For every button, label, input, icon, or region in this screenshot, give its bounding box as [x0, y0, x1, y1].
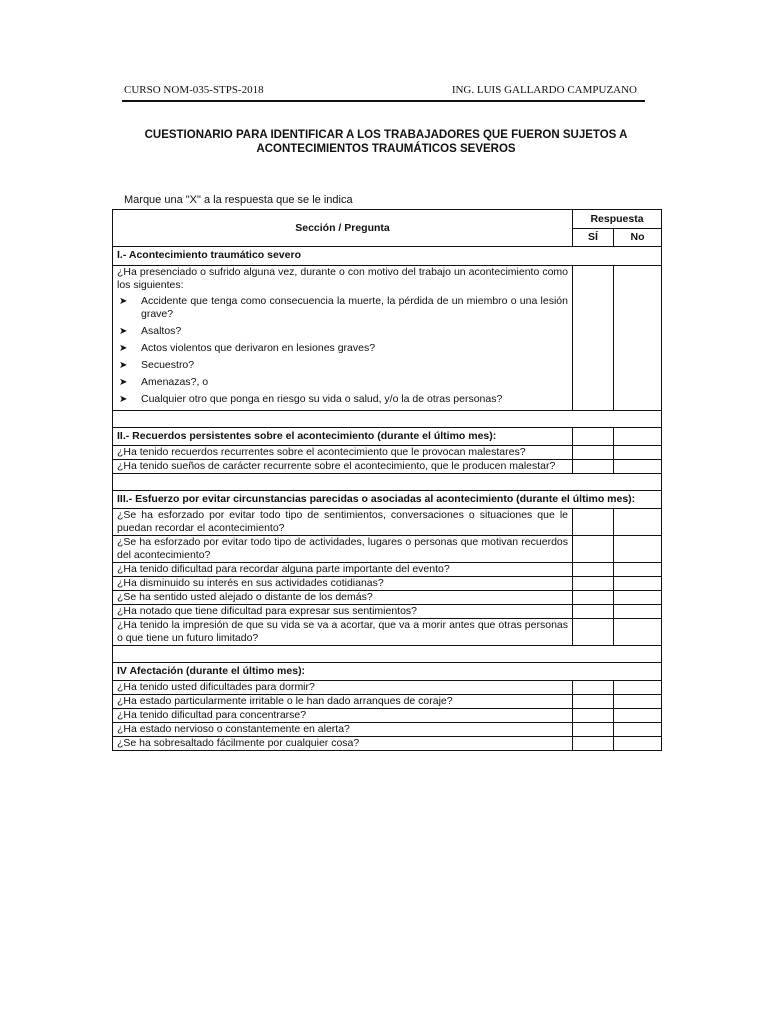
answer-yes-cell[interactable] [573, 563, 614, 577]
section-row [113, 663, 662, 681]
section-row [113, 491, 662, 509]
answer-no-cell[interactable] [614, 563, 662, 577]
course-name: CURSO NOM-035-STPS-2018 [124, 84, 264, 96]
answer-no-cell[interactable] [614, 591, 662, 605]
questionnaire-table [112, 209, 662, 751]
question-row [113, 446, 662, 460]
question-cell: ¿Ha tenido usted dificultades para dormir? [113, 681, 573, 695]
title-line-2: ACONTECIMIENTOS TRAUMÁTICOS SEVEROS [256, 143, 516, 155]
answer-yes-cell[interactable] [573, 695, 614, 709]
list-item: ➤ Secuestro? [119, 359, 195, 371]
list-item: ➤ Cualquier otro que ponga en riesgo su vida o salud, y/o la de otras personas? [119, 393, 503, 405]
question-cell: ¿Ha notado que tiene dificultad para expresar sus sentimientos? [113, 605, 573, 619]
answer-yes-cell[interactable] [573, 266, 614, 411]
question-cell: ¿Ha tenido recuerdos recurrentes sobre el acontecimiento que le provocan malestares? [113, 446, 573, 460]
question-cell: ¿Ha tenido la impresión de que su vida se va a acortar, que va a morir antes que otras personas o que tiene un futuro limitado? [113, 619, 573, 646]
answer-yes-cell[interactable] [573, 591, 614, 605]
question-row [113, 619, 662, 646]
section-title: II.- Recuerdos persistentes sobre el acontecimiento (durante el último mes): [113, 428, 573, 446]
arrow-bullet-icon: ➤ [119, 360, 128, 371]
document-title [112, 128, 660, 156]
question-cell: ¿Se ha sobresaltado fácilmente por cualquier cosa? [113, 737, 573, 751]
answer-yes-cell[interactable] [573, 737, 614, 751]
column-header-yes: SÍ [573, 229, 614, 247]
page-header [122, 82, 645, 102]
section-row [113, 428, 662, 446]
answer-no-cell[interactable] [614, 681, 662, 695]
list-item: ➤ Accidente que tenga como consecuencia la muerte, la pérdida de un miembro o una lesión grave? [119, 295, 568, 320]
question-cell [113, 266, 573, 411]
arrow-bullet-icon: ➤ [119, 296, 128, 307]
answer-yes-cell[interactable] [573, 446, 614, 460]
spacer-row [113, 411, 662, 428]
question-cell: ¿Ha tenido sueños de carácter recurrente sobre el acontecimiento, que le producen malestar? [113, 460, 573, 474]
answer-yes-cell[interactable] [573, 536, 614, 563]
question-cell: ¿Se ha esforzado por evitar todo tipo de sentimientos, conversaciones o situaciones que le puedan recordar el acontecimiento? [113, 509, 573, 536]
question-row [113, 509, 662, 536]
arrow-bullet-icon: ➤ [119, 343, 128, 354]
question-intro: ¿Ha presenciado o sufrido alguna vez, durante o con motivo del trabajo un acontecimiento como los siguientes: [117, 266, 568, 291]
question-row [113, 591, 662, 605]
answer-no-cell[interactable] [614, 695, 662, 709]
question-row [113, 695, 662, 709]
answer-yes-cell[interactable] [573, 509, 614, 536]
question-row [113, 723, 662, 737]
question-row [113, 460, 662, 474]
column-header-no: No [614, 229, 662, 247]
answer-yes-cell[interactable] [573, 605, 614, 619]
section-title: IV Afectación (durante el último mes): [113, 663, 662, 681]
question-cell: ¿Ha estado particularmente irritable o le han dado arranques de coraje? [113, 695, 573, 709]
question-cell: ¿Ha tenido dificultad para concentrarse? [113, 709, 573, 723]
arrow-bullet-icon: ➤ [119, 377, 128, 388]
question-cell: ¿Ha disminuido su interés en sus actividades cotidianas? [113, 577, 573, 591]
spacer-row [113, 474, 662, 491]
answer-no-cell[interactable] [614, 266, 662, 411]
section-title: I.- Acontecimiento traumático severo [113, 247, 662, 266]
spacer-row [113, 646, 662, 663]
title-line-1: CUESTIONARIO PARA IDENTIFICAR A LOS TRABAJADORES QUE FUERON SUJETOS A [144, 129, 628, 141]
question-row [113, 709, 662, 723]
answer-yes-cell[interactable] [573, 428, 614, 446]
table-header-row [113, 210, 662, 229]
answer-yes-cell[interactable] [573, 460, 614, 474]
answer-no-cell[interactable] [614, 509, 662, 536]
answer-yes-cell[interactable] [573, 619, 614, 646]
answer-no-cell[interactable] [614, 536, 662, 563]
answer-yes-cell[interactable] [573, 709, 614, 723]
list-item: ➤ Amenazas?, o [119, 376, 209, 388]
section-title: III.- Esfuerzo por evitar circunstancias parecidas o asociadas al acontecimiento (durante el último mes): [113, 491, 662, 509]
question-row [113, 563, 662, 577]
question-cell: ¿Se ha esforzado por evitar todo tipo de actividades, lugares o personas que motivan recuerdos del acontecimiento? [113, 536, 573, 563]
answer-no-cell[interactable] [614, 619, 662, 646]
column-header-question: Sección / Pregunta [113, 210, 573, 247]
question-row [113, 577, 662, 591]
answer-no-cell[interactable] [614, 460, 662, 474]
answer-no-cell[interactable] [614, 577, 662, 591]
question-row [113, 681, 662, 695]
answer-yes-cell[interactable] [573, 577, 614, 591]
list-item: ➤ Actos violentos que derivaron en lesiones graves? [119, 342, 376, 354]
answer-no-cell[interactable] [614, 709, 662, 723]
question-row [113, 536, 662, 563]
question-row [113, 737, 662, 751]
instructor-name: ING. LUIS GALLARDO CAMPUZANO [451, 84, 637, 96]
answer-no-cell[interactable] [614, 446, 662, 460]
question-cell: ¿Ha estado nervioso o constantemente en alerta? [113, 723, 573, 737]
section-row [113, 247, 662, 266]
list-item: ➤ Asaltos? [119, 325, 182, 337]
question-row [113, 605, 662, 619]
answer-no-cell[interactable] [614, 723, 662, 737]
answer-no-cell[interactable] [614, 428, 662, 446]
answer-yes-cell[interactable] [573, 723, 614, 737]
column-header-answer: Respuesta [573, 210, 662, 229]
arrow-bullet-icon: ➤ [119, 326, 128, 337]
answer-no-cell[interactable] [614, 737, 662, 751]
question-cell: ¿Ha tenido dificultad para recordar alguna parte importante del evento? [113, 563, 573, 577]
answer-no-cell[interactable] [614, 605, 662, 619]
answer-yes-cell[interactable] [573, 681, 614, 695]
question-cell: ¿Se ha sentido usted alejado o distante de los demás? [113, 591, 573, 605]
arrow-bullet-icon: ➤ [119, 394, 128, 405]
instruction-text: Marque una "X" a la respuesta que se le indica [124, 194, 353, 206]
question-row [113, 266, 662, 411]
